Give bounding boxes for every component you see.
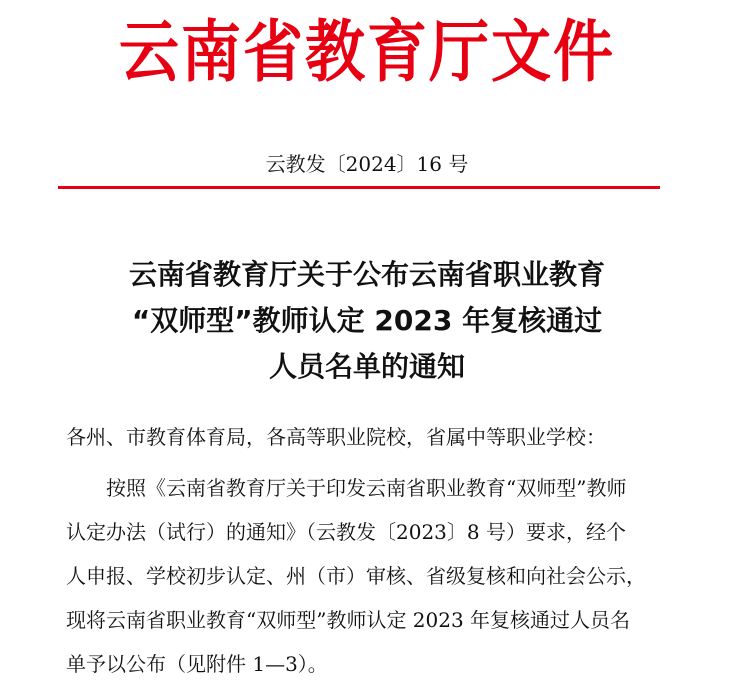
addressee-line: 各州、市教育体育局，各高等职业院校，省属中等职业学校： bbox=[66, 425, 606, 449]
notice-title bbox=[0, 252, 734, 390]
notice-title-line: 云南省教育厅关于公布云南省职业教育 bbox=[128, 258, 605, 291]
masthead-title: 云南省教育厅文件 bbox=[119, 13, 615, 92]
notice-title-line: “双师型”教师认定 2023 年复核通过 bbox=[131, 304, 603, 337]
body-text-line: 按照《云南省教育厅关于印发云南省职业教育“双师型”教师 bbox=[106, 476, 627, 500]
body-text-line: 认定办法（试行）的通知》（云教发〔2023〕8 号）要求，经个 bbox=[66, 520, 626, 544]
document-number: 云教发〔2024〕16 号 bbox=[265, 152, 469, 176]
notice-title-line: 人员名单的通知 bbox=[268, 350, 465, 383]
red-divider-line bbox=[58, 186, 660, 189]
body-text-line: 单予以公布（见附件 1—3）。 bbox=[66, 652, 328, 676]
body-paragraph bbox=[66, 466, 666, 686]
body-text-line: 现将云南省职业教育“双师型”教师认定 2023 年复核通过人员名 bbox=[66, 608, 631, 632]
body-text-line: 人申报、学校初步认定、州（市）审核、省级复核和向社会公示， bbox=[66, 564, 646, 588]
